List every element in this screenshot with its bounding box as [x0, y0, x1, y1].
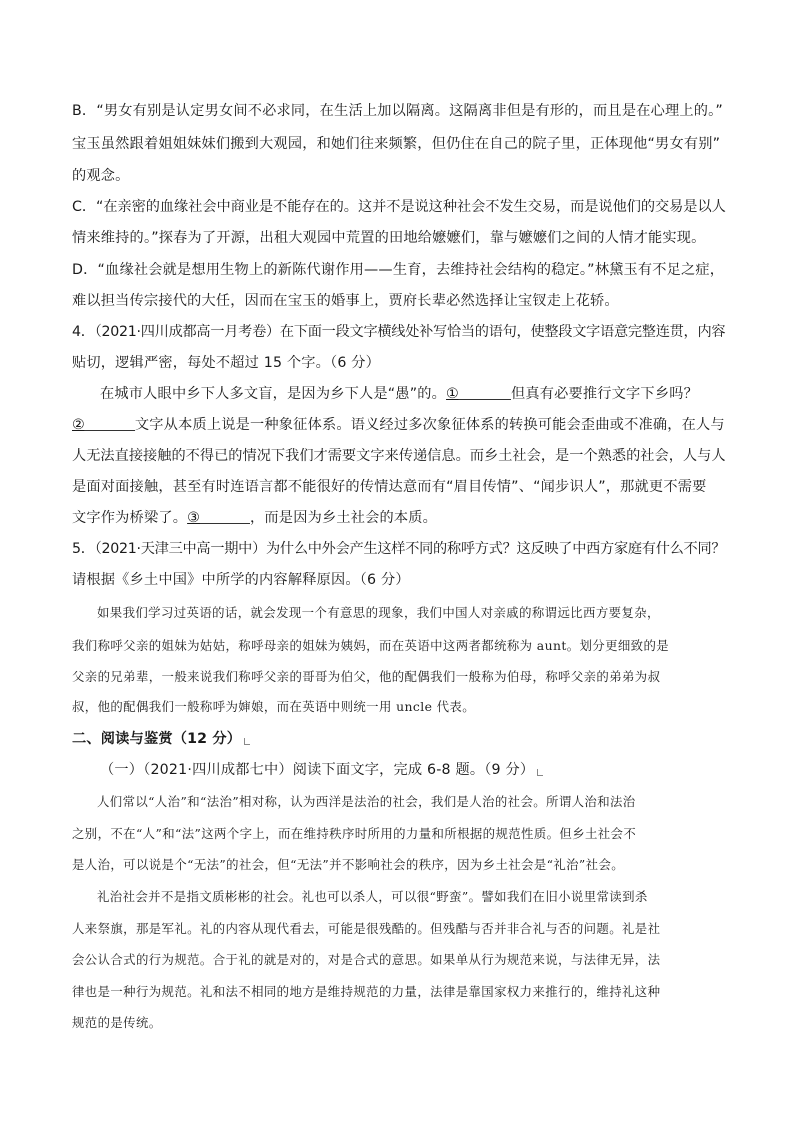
option-b-line-1: B．“男女有别是认定男女间不必求同，在生活上加以隔离。这隔离非但是有形的，而且是在心理上的。” [72, 103, 723, 119]
question-5-material-line-2: 我们称呼父亲的姐妹为姑姑，称呼母亲的姐妹为姨妈，而在英语中这两者都统称为 aunt。划分更细致的是 [72, 638, 670, 653]
question-4-passage-line-1 [100, 384, 698, 404]
question-4-prompt-line-2: 贴切，逻辑严密，每处不超过 15 个字。（6 分） [72, 355, 381, 371]
answer-blank-1 [459, 385, 511, 400]
reading-paragraph-1-line-2: 之别，不在“人”和“法”这两个字上，而在维持秩序时所用的力量和所根据的规范性质。但乡土社会不 [72, 826, 637, 841]
question-4-passage-line-4: 是面对面接触，甚至有时连语言都不能很好的传情达意而有“眉目传情”、“闻步识人”，那就更不需要 [72, 479, 707, 495]
reading-paragraph-2-line-4: 律也是一种行为规范。礼和法不相同的地方是维持规范的力量，法律是靠国家权力来推行的，维持礼这种 [72, 984, 661, 999]
option-d-line-2: 难以担当传宗接代的大任，因而在宝玉的婚事上，贾府长辈必然选择让宝钗走上花轿。 [72, 293, 619, 309]
question-4-prompt-line-1: 4．（2021·四川成都高一月考卷）在下面一段文字横线处补写恰当的语句，使整段文字语意完整连贯，内容 [72, 324, 726, 340]
blank-1-marker: ① [446, 386, 459, 402]
reading-paragraph-2-line-1: 礼治社会并不是指文质彬彬的社会。礼也可以杀人，可以很“野蛮”。譬如我们在旧小说里常读到杀 [97, 889, 648, 904]
question-4-passage-line-3: 人无法直接接触的不得已的情况下我们才需要文字来传递信息。而乡土社会，是一个熟悉的社会，人与人 [72, 448, 726, 464]
passage-text: ，而是因为乡土社会的本质。 [250, 510, 438, 526]
paragraph-mark-icon [244, 738, 250, 745]
reading-paragraph-1-line-3: 是人治，可以说是个“无法”的社会，但“无法”并不影响社会的秩序，因为乡土社会是“礼治”社会。 [72, 857, 625, 872]
section-heading-text: 二、阅读与鉴赏（12 分） [72, 731, 242, 747]
section-2-heading [72, 729, 250, 749]
question-4-passage-line-2 [72, 415, 725, 435]
question-5-prompt-line-2: 请根据《乡土中国》中所学的内容解释原因。（6 分） [72, 572, 410, 588]
option-d-line-1: D．“血缘社会就是想用生物上的新陈代谢作用——生育，去维持社会结构的稳定。”林黛玉有不足之症， [72, 262, 725, 278]
option-b-line-2: 宝玉虽然跟着姐姐妹妹们搬到大观园，和她们往来频繁，但仍住在自己的院子里，正体现他“男女有别” [72, 136, 721, 152]
reading-paragraph-2-line-2: 人来祭旗，那是军礼。礼的内容从现代看去，可能是很残酷的。但残酷与否并非合礼与否的问题。礼是社 [72, 921, 661, 936]
answer-blank-3 [200, 509, 250, 524]
subheading-text: （一）（2021·四川成都七中）阅读下面文字，完成 6-8 题。（9 分） [100, 762, 535, 778]
question-5-material-line-4: 叔，他的配偶我们一般称呼为婶娘，而在英语中则统一用 uncle 代表。 [72, 699, 476, 714]
question-5-material-line-1: 如果我们学习过英语的话，就会发现一个有意思的现象，我们中国人对亲戚的称谓远比西方要复杂， [97, 605, 660, 620]
section-2-subheading [100, 760, 543, 780]
passage-text: 在城市人眼中乡下人多文盲，是因为乡下人是“愚”的。 [100, 386, 447, 402]
passage-text: 文字作为桥梁了。 [72, 510, 188, 526]
option-b-line-3: 的观念。 [72, 168, 130, 184]
option-c-line-1: C．“在亲密的血缘社会中商业是不能存在的。这并不是说这种社会不发生交易，而是说他们的交易是以人 [72, 199, 726, 215]
answer-blank-2 [85, 416, 135, 431]
question-4-passage-line-5 [72, 508, 437, 528]
paragraph-mark-icon [537, 769, 543, 776]
option-c-line-2: 情来维持的。”探春为了开源，出租大观园中荒置的田地给嬷嬷们，靠与嬷嬷们之间的人情才能实现。 [72, 230, 706, 246]
passage-text: 但真有必要推行文字下乡吗？ [510, 386, 698, 402]
reading-paragraph-1-line-1: 人们常以“人治”和“法治”相对称，认为西洋是法治的社会，我们是人治的社会。所谓人治和法治 [97, 794, 636, 809]
question-5-material-line-3: 父亲的兄弟辈，一般来说我们称呼父亲的哥哥为伯父，他的配偶我们一般称为伯母，称呼父亲的弟弟为叔 [72, 669, 661, 684]
blank-2-marker: ② [72, 417, 85, 433]
reading-paragraph-2-line-5: 规范的是传统。 [72, 1015, 162, 1030]
question-5-prompt-line-1: 5．（2021·天津三中高一期中）为什么中外会产生这样不同的称呼方式？这反映了中西方家庭有什么不同？ [72, 541, 726, 557]
passage-text: 文字从本质上说是一种象征体系。语义经过多次象征体系的转换可能会歪曲或不准确，在人与 [134, 417, 725, 433]
reading-paragraph-2-line-3: 会公认合式的行为规范。合于礼的就是对的，对是合式的意思。如果单从行为规范来说，与法律无异，法 [72, 952, 661, 967]
blank-3-marker: ③ [187, 510, 201, 526]
